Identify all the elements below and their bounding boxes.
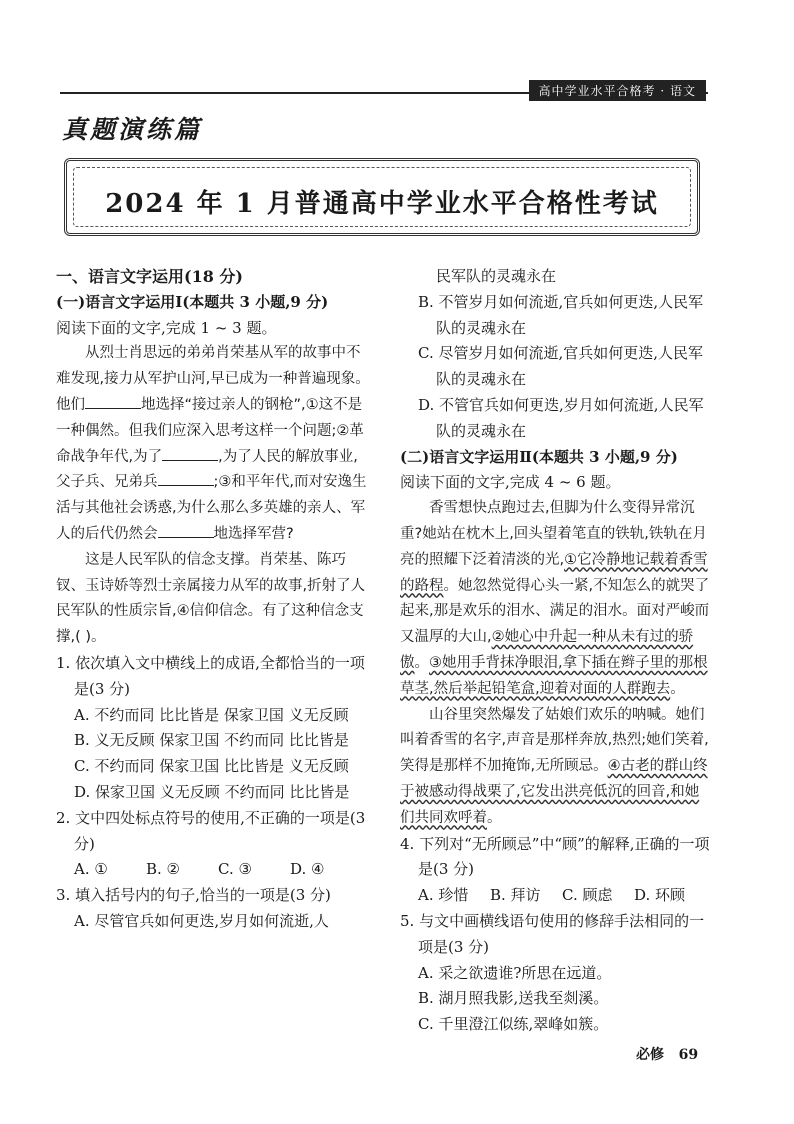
passage1-s1: 从烈士肖思远的弟弟肖荣基从军的故事中不难发现,接力从军护山河,早已成为一种普遍现象。他们 xyxy=(56,345,370,413)
q1-option-a: A. 不约而同 比比皆是 保家卫国 义无反顾 xyxy=(74,705,349,724)
passage2-p1e: 。 xyxy=(414,654,429,671)
q3-option-a: A. 尽管官兵如何更迭,岁月如何流逝,人 xyxy=(74,911,329,930)
wavy-sentence-2: ②她心中升起一种从未有过的骄傲 xyxy=(400,629,694,671)
q3-option-c: C. 尽管岁月如何流逝,官兵如何更迭,人民军队的灵魂永在 xyxy=(418,344,704,389)
q4-option-c: C. 顾虑 xyxy=(562,886,613,905)
sub2-heading: (二)语言文字运用Ⅱ(本题共 3 小题,9 分) xyxy=(400,447,678,466)
blank-4 xyxy=(158,522,214,538)
q4-option-b: B. 拜访 xyxy=(490,886,541,905)
page-number: 69 xyxy=(678,1047,699,1063)
passage1-paragraph2: 这是人民军队的信念支撑。肖荣基、陈巧钗、玉诗娇等烈士亲属接力从军的故事,折射了人民军队的性质宗旨,④信仰信念。有了这种信念支撑,( )。 xyxy=(56,551,366,646)
q4-options xyxy=(400,883,710,909)
q2-stem: 2. 文中四处标点符号的使用,不正确的一项是(3 分) xyxy=(56,808,366,853)
passage2-p1a: 香雪想快点跑过去,但脚为什么变得异常沉重?她站在枕木上,回头望着笔直的铁轨,铁轨在月亮的照耀下泛着清淡的光, xyxy=(400,500,707,568)
passage2-paragraph1 xyxy=(400,496,710,702)
footer-label: 必修 xyxy=(636,1047,664,1063)
q1-option-b: B. 义无反顾 保家卫国 不约而同 比比皆是 xyxy=(74,731,349,750)
passage2-paragraph2 xyxy=(400,703,710,832)
passage1-paragraph1 xyxy=(56,341,370,547)
blank-3 xyxy=(158,471,214,487)
q2-option-b: B. ② xyxy=(146,860,181,879)
q4-option-a: A. 珍惜 xyxy=(418,886,469,905)
q5-option-a: A. 采之欲遗谁?所思在远道。 xyxy=(418,963,612,982)
q4-stem: 4. 下列对“无所顾忌”中“顾”的解释,正确的一项是(3 分) xyxy=(400,834,710,879)
passage1-s2: 地选择“接过亲人的钢枪”,①这不是一种偶然。但我们应深入思考这样一个问题;②革命战争年代,为了 xyxy=(56,396,364,465)
passage1-s5: 地选择军营? xyxy=(213,525,294,542)
passage1-s4: ;③和平年代,而对安逸生活与其他社会诱惑,为什么那么多英雄的亲人、军人的后代仍然会 xyxy=(56,474,367,542)
q3-stem: 3. 填入括号内的句子,恰当的一项是(3 分) xyxy=(56,886,331,905)
blank-2 xyxy=(162,445,218,461)
exam-title: 2024 年 1 月普通高中学业水平合格性考试 xyxy=(105,189,659,219)
q1-option-d: D. 保家卫国 义无反顾 不约而同 比比皆是 xyxy=(74,782,350,801)
wavy-sentence-3: ③她用手背抹净眼泪,拿下插在辫子里的那根草茎,然后举起铅笔盒,迎着对面的人群跑去 xyxy=(400,654,708,697)
left-column xyxy=(56,264,370,935)
q1-option-c: C. 不约而同 保家卫国 比比皆是 义无反顾 xyxy=(74,757,349,776)
sub1-instruction: 阅读下面的文字,完成 1 ~ 3 题。 xyxy=(56,318,277,337)
section-title: 真题演练篇 xyxy=(62,115,203,144)
sub1-heading: (一)语言文字运用Ⅰ(本题共 3 小题,9 分) xyxy=(56,292,329,311)
q5-option-b: B. 湖月照我影,送我至剡溪。 xyxy=(418,989,609,1008)
q1-stem: 1. 依次填入文中横线上的成语,全都恰当的一项是(3 分) xyxy=(56,653,365,698)
blank-1 xyxy=(85,393,141,409)
q3-option-d: D. 不管官兵如何更迭,岁月如何流逝,人民军队的灵魂永在 xyxy=(418,395,704,440)
passage2-p1g: 。 xyxy=(670,680,685,697)
right-column xyxy=(400,264,710,1038)
wavy-sentence-4: ④古老的群山终于被感动得战栗了,它发出洪亮低沉的回音,和她们共同欢呼着 xyxy=(400,758,708,826)
q3-option-a-cont: 民军队的灵魂永在 xyxy=(436,267,557,285)
q2-option-a: A. ① xyxy=(74,860,108,879)
passage2-p1c: 。她忽然觉得心头一紧,不知怎么的就哭了起来,那是欢乐的泪水、满足的泪水。面对严峻而又温厚的大山, xyxy=(400,577,710,646)
q5-stem: 5. 与文中画横线语句使用的修辞手法相同的一项是(3 分) xyxy=(400,911,705,956)
q2-option-c: C. ③ xyxy=(218,860,252,879)
part1-heading: 一、语言文字运用(18 分) xyxy=(56,267,243,286)
passage2-p2c: 。 xyxy=(487,809,502,826)
wavy-sentence-1: ①它冷静地记载着香雪的路程 xyxy=(400,551,708,594)
passage2-p2a: 山谷里突然爆发了姑娘们欢乐的呐喊。她们叫着香雪的名字,声音是那样奔放,热烈;她们笑着,笑得是那样不加掩饰,无所顾忌。 xyxy=(400,706,709,775)
header-tag: 高中学业水平合格考 · 语文 xyxy=(529,80,706,101)
exam-title-banner xyxy=(64,158,700,236)
q4-option-d: D. 环顾 xyxy=(634,886,686,905)
q3-option-b: B. 不管岁月如何流逝,官兵如何更迭,人民军队的灵魂永在 xyxy=(418,292,704,337)
page-footer xyxy=(636,1044,698,1064)
q5-option-c: C. 千里澄江似练,翠峰如簇。 xyxy=(418,1015,609,1034)
sub2-instruction: 阅读下面的文字,完成 4 ~ 6 题。 xyxy=(400,473,621,492)
q2-option-d: D. ④ xyxy=(290,860,325,879)
q2-options xyxy=(56,857,370,883)
passage1-s3: ,为了人民的解放事业,父子兵、兄弟兵 xyxy=(56,448,358,491)
